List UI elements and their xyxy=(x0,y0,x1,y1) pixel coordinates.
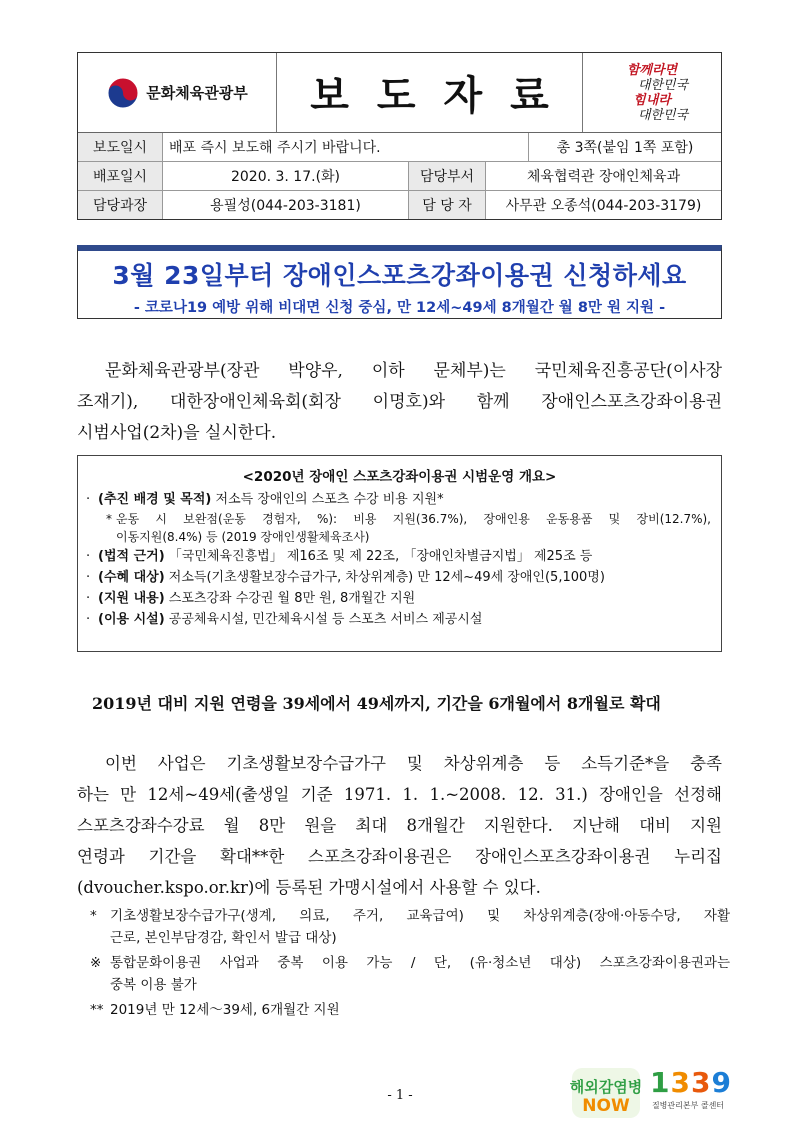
kcdc-1339-logo xyxy=(650,1066,732,1122)
row-value: 배포 즉시 보도해 주시기 바랍니다. xyxy=(163,133,529,161)
intro-line: 시범사업(2차)을 실시한다. xyxy=(77,423,277,443)
header-row-release-time xyxy=(78,133,721,162)
headline-box xyxy=(77,245,722,319)
intro-paragraph xyxy=(77,356,722,449)
summary-item-label: (이용 시설) xyxy=(98,612,165,627)
header-top-row xyxy=(78,53,721,133)
summary-item-text: 저소득(기초생활보장수급가구, 차상위계층) 만 12세~49세 장애인(5,100명) xyxy=(168,570,605,585)
slogan-calligraphy xyxy=(616,63,688,123)
summary-item-text: 저소득 장애인의 스포츠 수강 비용 지원* xyxy=(215,492,444,507)
summary-item-text: 공공체육시설, 민간체육시설 등 스포츠 서비스 제공시설 xyxy=(168,612,483,627)
footnote xyxy=(90,952,730,996)
footnote-line: 중복 이용 불가 xyxy=(110,977,197,993)
row-value: 체육협력관 장애인체육과 xyxy=(526,169,681,185)
footnote-line: 운동 시 보완점(운동 경험자, %): 비용 지원(36.7%), 장애인용 운동용품 및 장비(12.7%), xyxy=(116,512,711,526)
row-value: 2020. 3. 17.(화) xyxy=(163,162,409,190)
summary-item xyxy=(78,546,721,567)
footnote-line: 기초생활보장수급가구(생계, 의료, 주거, 교육급여) 및 차상위계층(장애·아동수당, 자활 xyxy=(110,908,730,924)
page-number: - 1 - xyxy=(387,1088,413,1103)
summary-item xyxy=(78,588,721,609)
footnote xyxy=(90,999,730,1021)
body-line: 이번 사업은 기초생활보장수급가구 및 차상위계층 등 소득기준*을 충족 xyxy=(105,754,722,773)
footnote-line: 2019년 만 12세～39세, 6개월간 지원 xyxy=(110,1002,340,1018)
body-line: (dvoucher.kspo.or.kr)에 등록된 가맹시설에서 사용할 수 있다. xyxy=(77,878,541,897)
summary-item-label: (지원 내용) xyxy=(98,591,165,606)
footnote-mark: ** xyxy=(90,1002,104,1018)
summary-box xyxy=(77,455,722,652)
logo-now: NOW xyxy=(582,1096,630,1116)
summary-title: <2020년 장애인 스포츠강좌이용권 시범운영 개요> xyxy=(242,469,557,485)
slogan-line1: 함께라면 xyxy=(626,62,678,78)
summary-item-text: 「국민체육진흥법」 제16조 및 제 22조, 「장애인차별금지법」 제25조 등 xyxy=(168,549,593,564)
footnote-line: 근로, 본인부담경감, 확인서 발급 대상) xyxy=(110,930,337,946)
slogan-line2: 대한민국 xyxy=(637,77,689,93)
slogan-line4: 대한민국 xyxy=(637,107,689,123)
row-value: 용필성(044-203-3181) xyxy=(163,191,409,219)
title-cell xyxy=(277,53,583,132)
intro-line: 문화체육관광부(장관 박양우, 이하 문체부)는 국민체육진흥공단(이사장 xyxy=(105,361,722,381)
summary-item xyxy=(78,609,721,630)
bullet: · xyxy=(86,549,91,564)
logo-title: 해외감염병 xyxy=(569,1078,643,1096)
bullet: · xyxy=(86,570,91,585)
body-paragraph xyxy=(77,748,722,903)
intro-line: 조재기), 대한장애인체육회(회장 이명호)와 함께 장애인스포츠강좌이용권 xyxy=(77,392,722,412)
press-release-header xyxy=(77,52,722,220)
footnotes xyxy=(90,905,730,1021)
section-subheading: 2019년 대비 지원 연령을 39세에서 49세까지, 기간을 6개월에서 8개월로 확대 xyxy=(92,694,661,713)
row-label: 보도일시 xyxy=(78,133,163,161)
footnote-mark: ※ xyxy=(90,955,102,971)
row-value: 총 3쪽(붙임 1쪽 포함) xyxy=(556,140,694,156)
ministry-logo-cell xyxy=(78,53,277,132)
footnote xyxy=(90,905,730,949)
body-line: 연령과 기간을 확대**한 스포츠강좌이용권은 장애인스포츠강좌이용권 누리집 xyxy=(77,847,722,866)
summary-item-text: 스포츠강좌 수강권 월 8만 원, 8개월간 지원 xyxy=(168,591,416,606)
body-line: 스포츠강좌수강료 월 8만 원을 최대 8개월간 지원한다. 지난해 대비 지원 xyxy=(77,816,722,835)
headline-subtitle: - 코로나19 예방 위해 비대면 신청 중심, 만 12세~49세 8개월간 월 8만 원 지원 - xyxy=(133,300,666,316)
summary-item xyxy=(78,489,721,510)
footnote-mark: * xyxy=(90,908,97,924)
summary-item-label: (수혜 대상) xyxy=(98,570,165,585)
bullet: · xyxy=(86,591,91,606)
bullet: · xyxy=(86,492,91,507)
row-label: 담당과장 xyxy=(78,191,163,219)
summary-item-label: (추진 배경 및 목적) xyxy=(98,492,212,507)
ministry-logo xyxy=(106,76,247,110)
taegeuk-emblem-icon xyxy=(106,76,140,110)
body-line: 하는 만 12세~49세(출생일 기준 1971. 1. 1.~2008. 12. 31.) 장애인을 선정해 xyxy=(77,785,722,804)
slogan-line3: 힘내라 xyxy=(633,92,671,108)
header-row-distribution xyxy=(78,162,721,191)
headline-title: 3월 23일부터 장애인스포츠강좌이용권 신청하세요 xyxy=(112,261,687,290)
footnote-mark: * xyxy=(106,512,112,526)
ministry-name: 문화체육관광부 xyxy=(146,84,248,102)
summary-item xyxy=(78,567,721,588)
footnote-line: 통합문화이용권 사업과 중복 이용 가능 / 단, (유·청소년 대상) 스포츠강좌이용권과는 xyxy=(110,955,730,971)
footnote-line: 이동지원(8.4%) 등 (2019 장애인생활체육조사) xyxy=(116,530,370,544)
summary-footnote xyxy=(78,510,721,546)
logo-1339-number: 1339 xyxy=(650,1066,732,1099)
row-label: 담당부서 xyxy=(409,162,486,190)
logo-1339-caption: 질병관리본부 콜센터 xyxy=(651,1101,725,1110)
header-row-contact xyxy=(78,191,721,219)
row-label: 담 당 자 xyxy=(409,191,486,219)
press-release-title: 보도자료 xyxy=(310,72,577,119)
overseas-infection-now-logo xyxy=(568,1062,644,1122)
summary-item-label: (법적 근거) xyxy=(98,549,165,564)
slogan-cell xyxy=(583,53,721,132)
bullet: · xyxy=(86,612,91,627)
row-value: 사무관 오종석(044-203-3179) xyxy=(505,198,702,214)
row-label: 배포일시 xyxy=(78,162,163,190)
